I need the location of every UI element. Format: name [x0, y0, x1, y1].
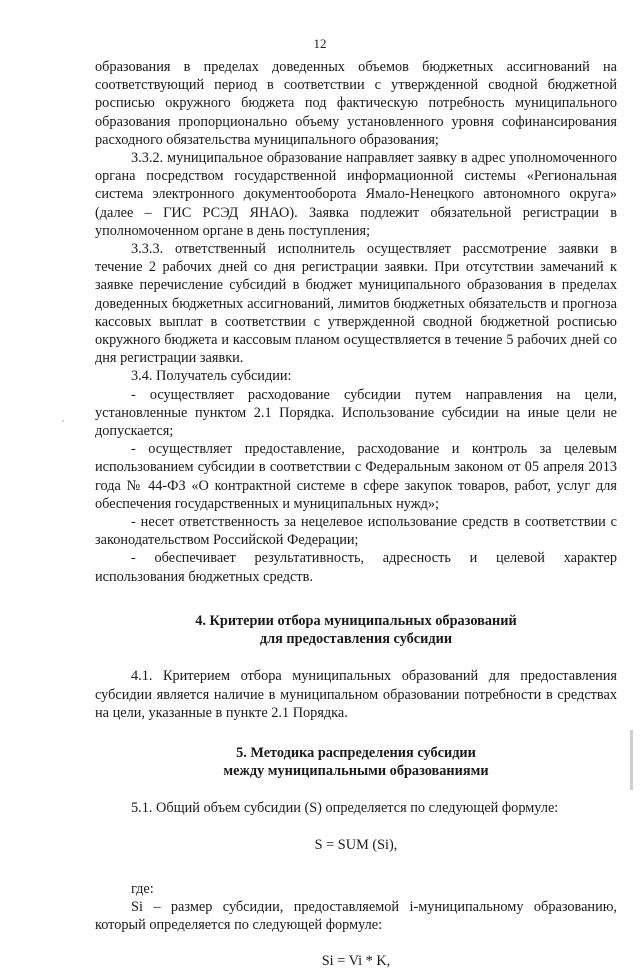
scan-artifact: [62, 420, 64, 422]
paragraph-continuation: образования в пределах доведенных объемов бюджетных ассигнований на соответствующий период в соответствии с утвержденной сводной бюджетной росписью окружного бюджета под фактическую потребность муниципального образования пропорционально объему установленного уровня софинансирования расходного обязательства муниципального образования;: [95, 59, 617, 148]
page-number: 12: [313, 36, 327, 51]
paragraph-3-3-2: 3.3.2. муниципальное образование направляет заявку в адрес уполномоченного органа посредством государственной информационной системы «Региональная система электронного документооборота Ямало-Ненецкого автономного округа» (далее – ГИС РСЭД ЯНАО). Заявка подлежит обязательной регистрации в уполномоченном органе в день поступления;: [95, 150, 617, 239]
paragraph-4-1: 4.1. Критерием отбора муниципальных образований для предоставления субсидии является наличие в муниципальном образовании потребности в средствах на цели, указанные в пункте 2.1 Порядка.: [95, 668, 617, 721]
list-item: - осуществляет расходование субсидии путем направления на цели, установленные пунктом 2.1 Порядка. Использование субсидии на иные цели не допускается;: [95, 386, 617, 440]
section-title-line: для предоставления субсидии: [259, 631, 453, 648]
section-title-line: 5. Методика распределения субсидии: [236, 744, 476, 761]
paragraph-3-4: 3.4. Получатель субсидии:: [131, 368, 292, 385]
formula-total: S = SUM (Si),: [314, 836, 398, 853]
section-5-title: [95, 744, 617, 780]
scan-edge-shadow: [630, 730, 633, 790]
list-item: - обеспечивает результативность, адресность и целевой характер использования бюджетных средств.: [95, 550, 617, 585]
section-4-title: [95, 612, 617, 648]
list-item: - несет ответственность за нецелевое использование средств в соответствии с законодательством Российской Федерации;: [95, 514, 617, 549]
formula-si: Si = Vi * K,: [321, 953, 391, 970]
section-title-line: между муниципальными образованиями: [223, 763, 489, 780]
paragraph-si-definition: Si – размер субсидии, предоставляемой i-муниципальному образованию, который определяется по следующей формуле:: [95, 898, 617, 934]
section-title-line: 4. Критерии отбора муниципальных образований: [195, 612, 517, 629]
list-item: - осуществляет предоставление, расходование и контроль за целевым использованием субсидии в соответствии с Федеральным законом от 05 апреля 2013 года № 44-ФЗ «О контрактной системе в сфере закупок товаров, работ, услуг для обеспечения государственных и муниципальных нужд»;: [95, 441, 617, 512]
document-body: [95, 58, 617, 971]
where-label: где:: [131, 880, 154, 897]
paragraph-3-3-3: 3.3.3. ответственный исполнитель осуществляет рассмотрение заявки в течение 2 рабочих дней со дня регистрации заявки. При отсутствии замечаний к заявке перечисление субсидий в бюджет муниципального образования в пределах доведенных бюджетных ассигнований, лимитов бюджетных обязательств и прогноза кассовых выплат в соответствии с утвержденной сводной бюджетной росписью окружного бюджета и кассовым планом осуществляется в течение 5 рабочих дней со дня регистрации заявки.: [95, 241, 617, 367]
paragraph-5-1: 5.1. Общий объем субсидии (S) определяется по следующей формуле:: [131, 800, 559, 817]
